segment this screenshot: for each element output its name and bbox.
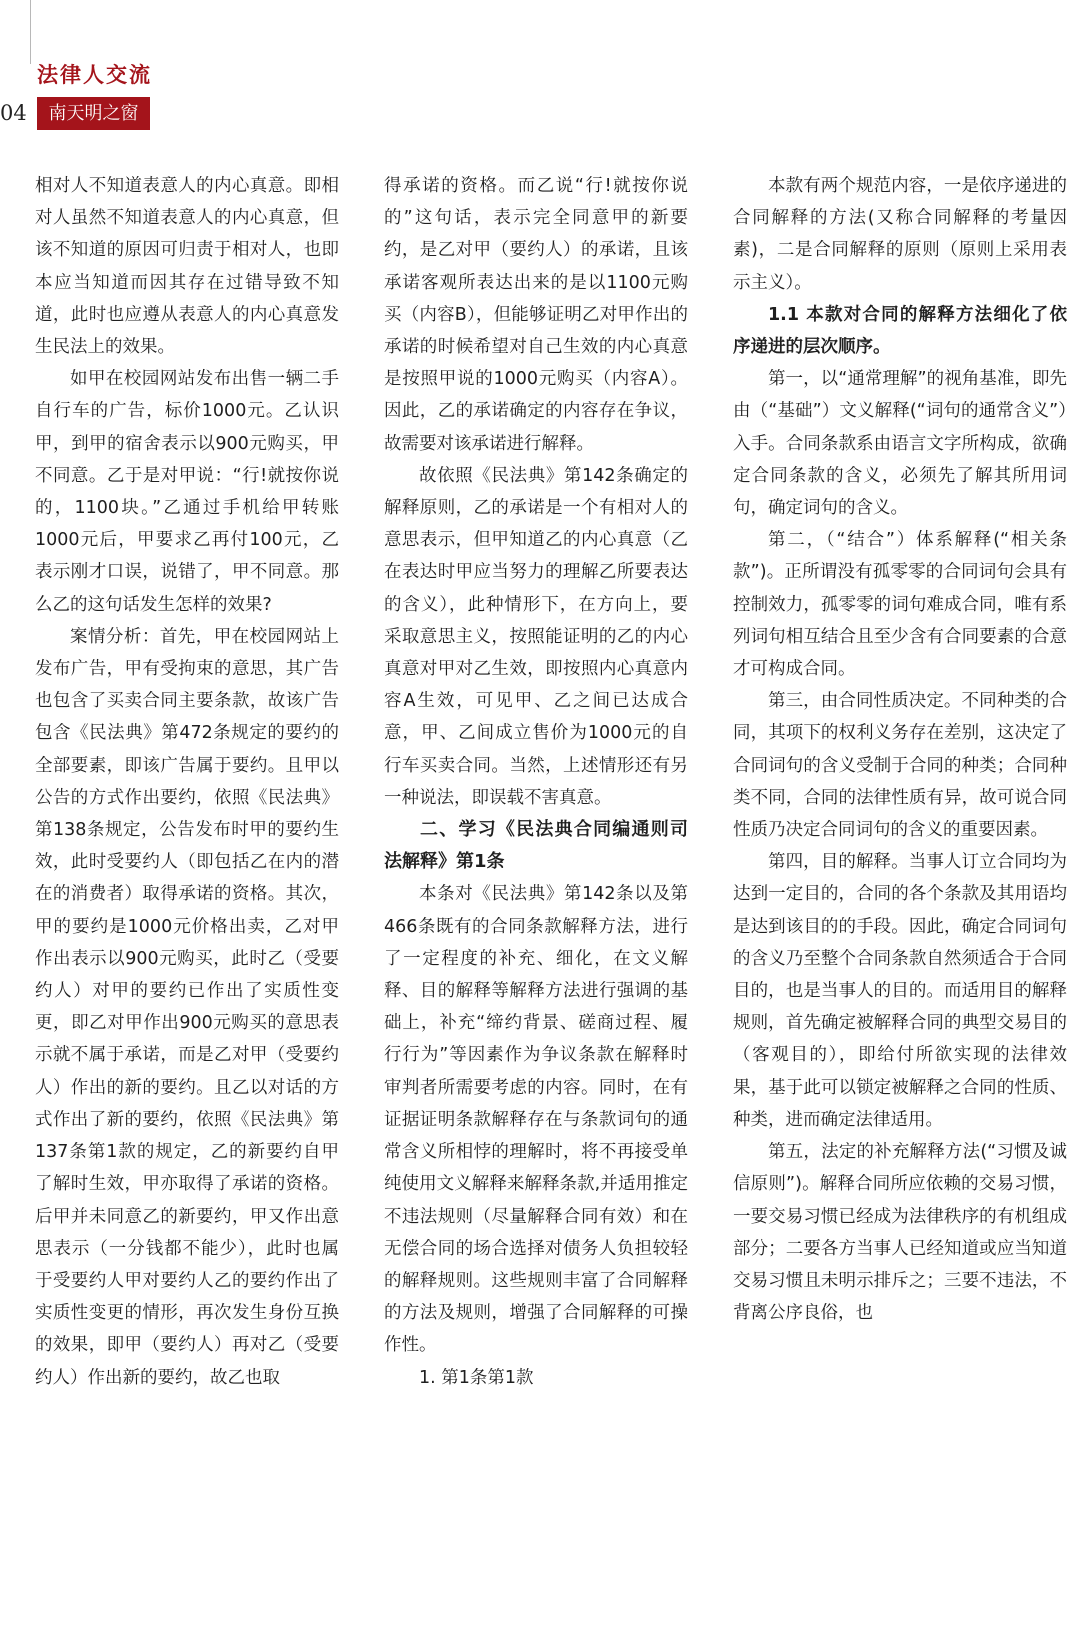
paragraph: 第一，以“通常理解”的视角基准，即先由（“基础”）文义解释(“词句的通常含义”）入手。合同条款系由语言文字所构成，欲确定合同条款的含义，必须先了解其所用词句，确定词句的含义。 [733,369,1067,519]
text-column-3 [733,170,1067,1329]
subheading: 1.1 本款对合同的解释方法细化了依序递进的层次顺序。 [733,304,1067,358]
paragraph: 相对人不知道表意人的内心真意。即相对人虽然不知道表意人的内心真意，但该不知道的原因可归责于相对人，也即本应当知道而因其存在过错导致不知道，此时也应遵从表意人的内心真意发生民法上的效果。 [35,176,339,358]
paragraph: 第二，（“结合”）体系解释(“相关条款”)。正所谓没有孤零零的合同词句会具有控制效力，孤零零的词句难成合同，唯有系列词句相互结合且至少含有合同要素的合意才可构成合同。 [733,530,1067,680]
paragraph: 本条对《民法典》第142条以及第466条既有的合同条款解释方法，进行了一定程度的补充、细化，在文义解释、目的解释等解释方法进行强调的基础上，补充“缔约背景、磋商过程、履行行为”等因素作为争议条款在解释时审判者所需要考虑的内容。同时，在有证据证明条款解释存在与条款词句的通常含义所相悖的理解时，将不再接受单纯使用文义解释来解释条款,并适用推定不违法规则（尽量解释合同有效）和在无偿合同的场合选择对债务人负担较轻的解释规则。这些规则丰富了合同解释的方法及规则，增强了合同解释的可操作性。 [384,884,688,1356]
paragraph: 案情分析：首先，甲在校园网站上发布广告，甲有受拘束的意思，其广告也包含了买卖合同主要条款，故该广告包含《民法典》第472条规定的要约的全部要素，即该广告属于要约。且甲以公告的方式作出要约，依照《民法典》第138条规定，公告发布时甲的要约生效，此时受要约人（即包括乙在内的潜在的消费者）取得承诺的资格。其次，甲的要约是1000元价格出卖，乙对甲作出表示以900元购买，此时乙（受要约人）对甲的要约已作出了实质性变更，即乙对甲作出900元购买的意思表示就不属于承诺，而是乙对甲（受要约人）作出的新的要约。且乙以对话的方式作出了新的要约，依照《民法典》第137条第1款的规定，乙的新要约自甲了解时生效，甲亦取得了承诺的资格。后甲并未同意乙的新要约，甲又作出意思表示（一分钱都不能少），此时也属于受要约人甲对要约人乙的要约作出了实质性变更的情形，再次发生身份互换的效果，即甲（要约人）再对乙（受要约人）作出新的要约，故乙也取 [35,626,339,1388]
paragraph: 1. 第1条第1款 [419,1367,534,1388]
text-column-1 [35,170,339,1394]
paragraph: 第四，目的解释。当事人订立合同均为达到一定目的，合同的各个条款及其用语均是达到该目的的手段。因此，确定合同词句的含义乃至整个合同条款自然须适合于合同目的，也是当事人的目的。而适用目的解释规则，首先确定被解释合同的典型交易目的（客观目的），即给付所欲实现的法律效果，基于此可以锁定被解释之合同的性质、种类，进而确定法律适用。 [733,852,1067,1130]
paragraph: 第五，法定的补充解释方法(“习惯及诚信原则”)。解释合同所应依赖的交易习惯，一要交易习惯已经成为法律秩序的有机组成部分；二要各方当事人已经知道或应当知道交易习惯且未明示排斥之；三要不违法，不背离公序良俗，也 [733,1142,1067,1324]
paragraph: 故依照《民法典》第142条确定的解释原则，乙的承诺是一个有相对人的意思表示，但甲知道乙的内心真意（乙在表达时甲应当努力的理解乙所要表达的含义），此种情形下，在方向上，要采取意思主义，按照能证明的乙的内心真意对甲对乙生效，即按照内心真意内容A生效，可见甲、乙之间已达成合意，甲、乙间成立售价为1000元的自行车买卖合同。当然，上述情形还有另一种说法，即误载不害真意。 [384,465,688,808]
paragraph: 得承诺的资格。而乙说“行!就按你说的”这句话，表示完全同意甲的新要约，是乙对甲（要约人）的承诺，且该承诺客观所表达出来的是以1100元购买（内容B），但能够证明乙对甲作出的承诺的时候希望对自己生效的内心真意是按照甲说的1000元购买（内容A）。因此，乙的承诺确定的内容存在争议，故需要对该承诺进行解释。 [384,176,688,454]
text-column-2 [384,170,688,1394]
paragraph: 本款有两个规范内容，一是依序递进的合同解释的方法(又称合同解释的考量因素)，二是合同解释的原则（原则上采用表示主义）。 [733,176,1067,293]
paragraph: 如甲在校园网站发布出售一辆二手自行车的广告，标价1000元。乙认识甲，到甲的宿舍表示以900元购买，甲不同意。乙于是对甲说：“行!就按你说的，1100块。”乙通过手机给甲转账1000元后，甲要求乙再付100元，乙表示刚才口误，说错了，甲不同意。那么乙的这句话发生怎样的效果? [35,369,339,615]
column-badge: 南天明之窗 [37,97,150,130]
header-rule [30,0,31,64]
section-heading: 二、学习《民法典合同编通则司法解释》第1条 [384,819,688,873]
paragraph: 第三，由合同性质决定。不同种类的合同，其项下的权利义务存在差别，这决定了合同词句的含义受制于合同的种类；合同种类不同，合同的法律性质有异，故可说合同性质乃决定合同词句的含义的重要因素。 [733,691,1067,841]
section-title: 法律人交流 [37,63,152,87]
page-number: 04 [0,101,27,125]
